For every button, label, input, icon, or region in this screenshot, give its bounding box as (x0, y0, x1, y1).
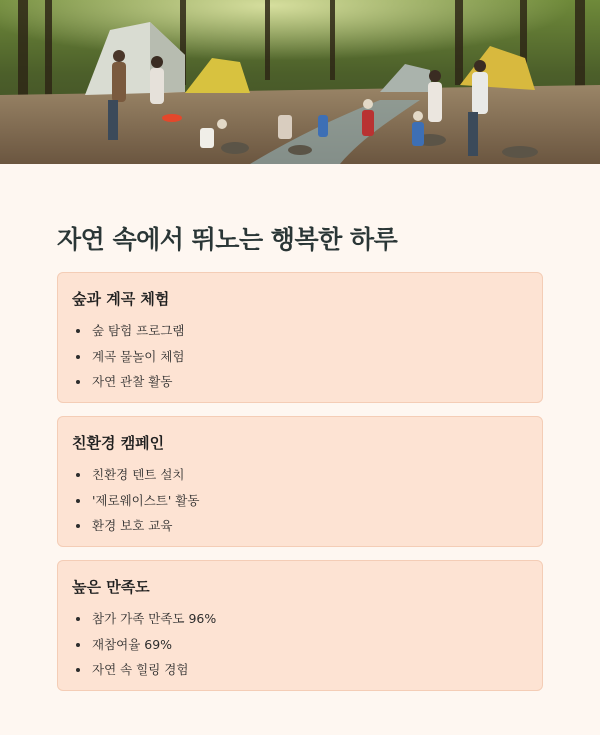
section-heading: 친환경 캠페인 (72, 434, 165, 452)
section-card-eco-campaign (57, 416, 543, 547)
section-card-satisfaction (57, 560, 543, 691)
list-item: 자연 관찰 활동 (92, 369, 528, 395)
list-item: 친환경 텐트 설치 (92, 462, 528, 488)
section-heading: 숲과 계곡 체험 (72, 290, 170, 308)
bullet-list (72, 318, 528, 395)
bullet-list (72, 462, 528, 539)
list-item: 참가 가족 만족도 96% (92, 606, 528, 632)
list-item: 재참여율 69% (92, 632, 528, 658)
list-item: 숲 탐험 프로그램 (92, 318, 528, 344)
hero-photo-camping-forest (0, 0, 600, 164)
list-item: 자연 속 힐링 경험 (92, 657, 528, 683)
list-item: 계곡 물놀이 체험 (92, 344, 528, 370)
list-item: 환경 보호 교육 (92, 513, 528, 539)
hero-illustration (0, 0, 600, 164)
page-title: 자연 속에서 뛰노는 행복한 하루 (57, 225, 398, 254)
bullet-list (72, 606, 528, 683)
section-heading: 높은 만족도 (72, 578, 150, 596)
section-card-forest-valley (57, 272, 543, 403)
main-content (0, 164, 600, 691)
list-item: '제로웨이스트' 활동 (92, 488, 528, 514)
